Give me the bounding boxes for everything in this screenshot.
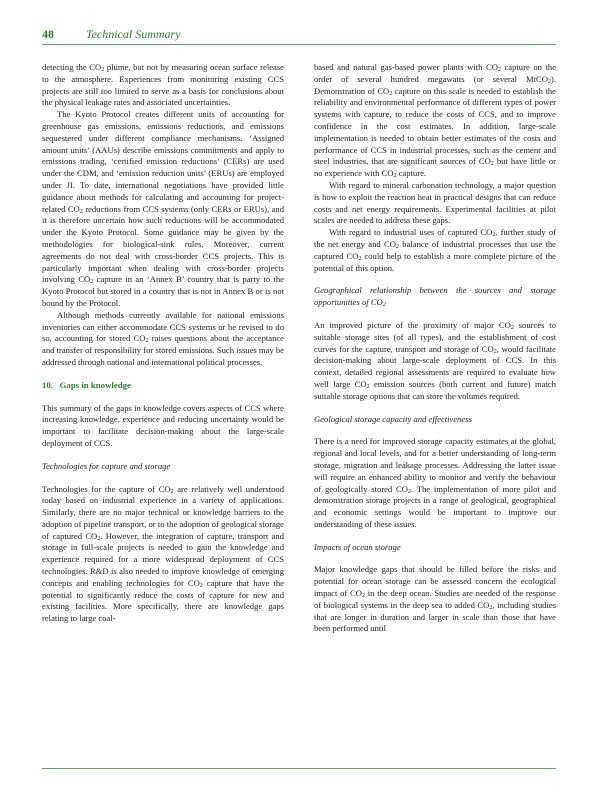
paragraph: An improved picture of the proximity of major $CO_2$ sources to suitable storage sites (of all types), and the establishment of cost curves for the capture, transport and storage of $CO_2$, would facilitate decision-making about large-scale deployment of CCS. In this context, detailed regional assessments are required to evaluate how well large $CO_2$ emission sources (both current and future) match suitable storage options that can store the volumes required. [314,319,556,401]
running-title: Technical Summary [86,27,181,41]
subheading: Technologies for capture and storage [42,460,171,471]
paragraph: Major knowledge gaps that should be filled before the risks and potential for ocean storage can be assessed concern the ecological impact of $CO_2$ in the deep ocean. Studies are needed of the response of biological systems in the deep sea to added $CO_2$, including studies that are longer in duration and larger in scale than those that have been performed until [314,564,557,634]
paragraph: This summary of the gaps in knowledge covers aspects of CCS where increasing knowledge, experience and reducing uncertainty would be important to facilitate decision-making about the large-scale deployment of CCS. [42,402,284,448]
page-number: 48 [42,27,54,41]
paragraph: Although methods currently available for national emissions inventories can either accommodate CCS systems or be revised to do so, accounting for stored $CO_2$ raises questions about the acceptance and transfer of responsibility for stored emissions. Such issues may be addressed through national and international political processes. [42,309,284,367]
left-column [42,62,284,625]
right-column [314,62,556,635]
page-header [42,26,556,45]
subheading: Geological storage capacity and effectiveness [314,413,472,424]
section-heading: 10. Gaps in knowledge [42,379,131,390]
paragraph: With regard to mineral carbonation technology, a major question is how to exploit the reaction heat in practical designs that can reduce costs and net energy requirements. Experimental facilities at pilot scales are needed to address these gaps. [314,179,556,226]
paragraph: Technologies for the capture of $CO_2$ are relatively well understood today based on industrial experience in a variety of applications. Similarly, there are no major technical or knowledge barriers to the adoption of pipeline transport, or to the adoption of geological storage of captured $CO_2$. However, the integration of capture, transport and storage in full-scale projects is needed to gain the knowledge and experience required for a more widespread deployment of CCS technologies. R&D is also needed to improve knowledge of emerging concepts and enabling technologies for $CO_2$ capture that have the potential to significantly reduce the costs of capture for new and existing facilities. More specifically, there are knowledge gaps relating to large coal- [42,483,285,624]
footer-rule [42,768,556,769]
paragraph: detecting the $CO_2$ plume, but not by measuring ocean surface release to the atmosphere. Experiences from monitoring existing CCS projects are still too limited to serve as a basis for conclusions about the physical leakage rates and associated uncertainties. [42,62,284,108]
subheading: Geographical relationship between the sources and storage opportunities of $CO_2$ [314,285,556,309]
paragraph: There is a need for improved storage capacity estimates at the global, regional and local levels, and for a better understanding of long-term storage, migration and leakage processes. Addressing the latter issue will require an enhanced ability to monitor and verify the behaviour of geologically stored $CO_2$. The implementation of more pilot and demonstration storage projects in a range of geological, geographical and economic settings would be important to improve our understanding of these issues. [314,436,556,529]
paragraph: With regard to industrial uses of captured $CO_2$, further study of the net energy and $CO_2$ balance of industrial processes that use the captured $CO_2$ could help to establish a more complete picture of the potential of this option. [314,227,556,273]
paragraph: The Kyoto Protocol creates different units of accounting for greenhouse gas emissions, emissions reductions, and emissions sequestered under different compliance mechanisms. ‘Assigned amount units’ (AAUs) describe emissions commitments and apply to emissions trading, ‘certified emission reductions’ (CERs) are used under the CDM, and ‘emission reduction units’ (ERUs) are employed under JI. To date, international negotiations have provided little guidance about methods for calculating and accounting for project-related $CO_2$ reductions from CCS systems (only CERs or ERUs), and it is therefore uncertain how such reductions will be accommodated under the Kyoto Protocol. Some guidance may be given by the methodologies for biological-sink rules. Moreover, current agreements do not deal with cross-border CCS projects. This is particularly important when dealing with cross-border projects involving $CO_2$ capture in an ‘Annex B’ country that is party to the Kyoto Protocol but stored in a country that is not in Annex B or is not bound by the Protocol. [42,109,284,308]
subheading: Impacts of ocean storage [314,541,401,552]
paragraph: based and natural gas-based power plants with $CO_2$ capture on the order of several hundred megawatts (or several MtCO$_2$). Demonstration of $CO_2$ capture on this scale is needed to establish the reliability and environmental performance of different types of power systems with capture, to reduce the costs of CCS, and to improve confidence in the cost estimates. In addition, large-scale implementation is needed to obtain better estimates of the costs and performance of CCS in industrial processes, such as the cement and steel industries, that are significant sources of $CO_2$ but have little or no experience with $CO_2$ capture. [314,62,557,180]
